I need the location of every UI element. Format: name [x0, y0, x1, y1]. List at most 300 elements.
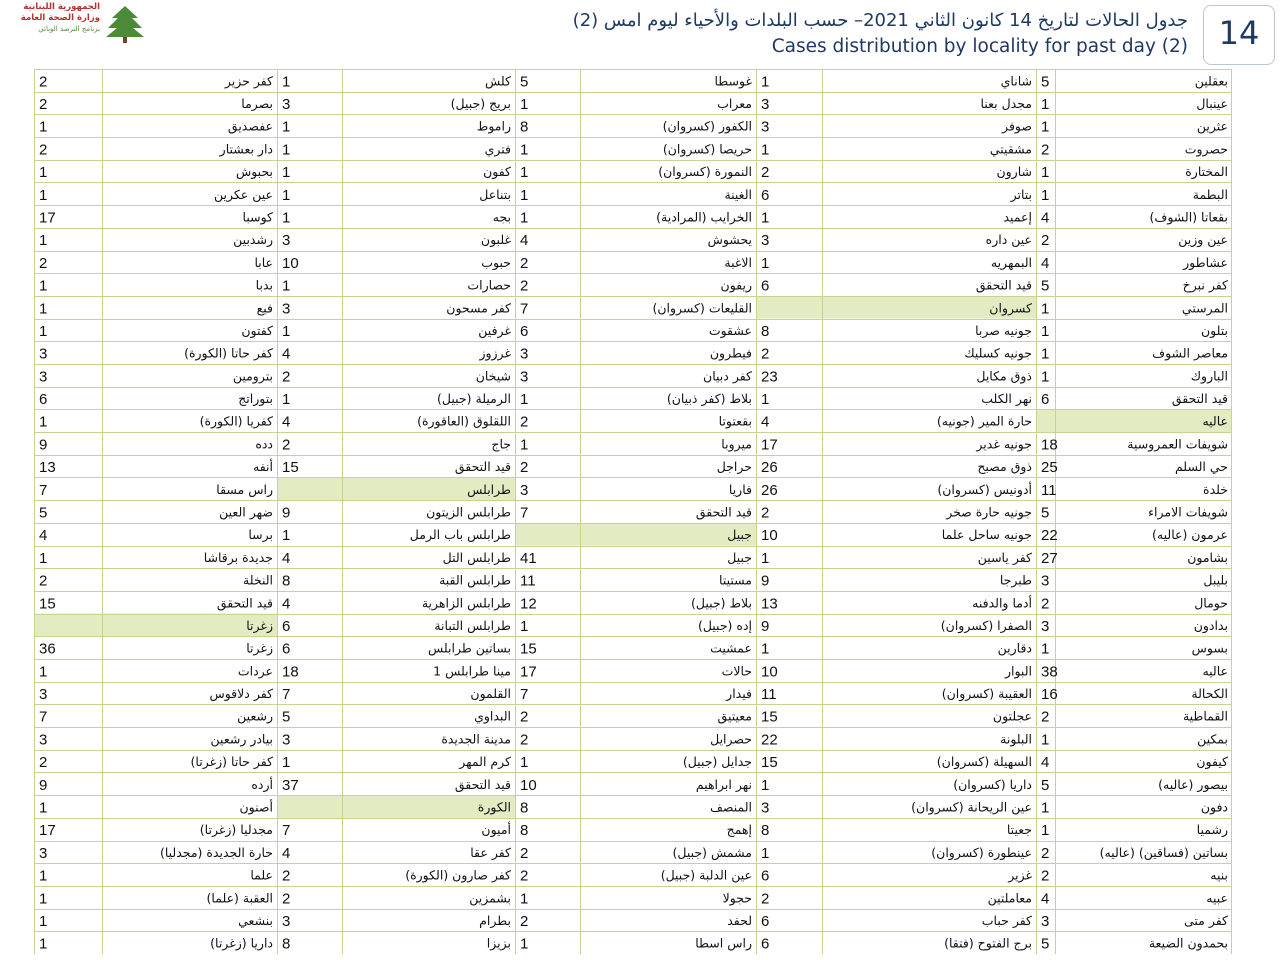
case-count: 3 [39, 844, 48, 862]
case-count: 2 [1041, 232, 1050, 250]
locality-name: الاغبة [724, 254, 752, 270]
case-count: 10 [282, 254, 299, 272]
locality-name: كوسبا [242, 209, 273, 225]
locality-name: رشدبين [233, 232, 273, 248]
case-count: 1 [39, 322, 48, 340]
locality-name: راموط [476, 118, 511, 134]
locality-name: شارون [996, 164, 1032, 180]
case-count: 27 [1041, 549, 1058, 567]
case-count: 2 [1041, 867, 1050, 885]
locality-name: عرمون (عاليه) [1152, 527, 1228, 543]
case-count: 2 [282, 368, 291, 386]
case-count: 1 [1041, 96, 1050, 114]
locality-name: عينطورة (كسروان) [931, 844, 1032, 860]
locality-name: أصنون [239, 799, 273, 815]
locality-name: بنشعي [238, 912, 273, 928]
locality-name: بطرام [479, 912, 511, 928]
case-count: 1 [39, 413, 48, 431]
case-count: 1 [282, 754, 291, 772]
locality-name: يحشوش [707, 232, 752, 248]
locality-name: بقعتوتا [718, 413, 752, 429]
locality-name: بلاط (كفر ذبيان) [666, 391, 752, 407]
case-count: 6 [39, 391, 48, 409]
case-count: 8 [282, 572, 291, 590]
locality-name: إهمج [726, 822, 752, 838]
locality-name: قيد التحقق [975, 277, 1032, 293]
case-count: 1 [39, 186, 48, 204]
case-count: 17 [761, 436, 778, 454]
case-count: 2 [520, 912, 529, 930]
locality-name: عشقوت [708, 322, 752, 338]
locality-name: عفصديق [227, 118, 273, 134]
locality-name: جونيه صربا [975, 322, 1032, 338]
case-count: 16 [1041, 686, 1058, 704]
case-count: 1 [761, 209, 770, 227]
locality-name: قيد التحقق [454, 776, 511, 792]
case-count: 2 [1041, 595, 1050, 613]
case-count: 1 [1041, 300, 1050, 318]
locality-name: حصروت [1184, 141, 1228, 157]
locality-name: بريج (جبيل) [450, 96, 511, 112]
locality-name: كفر حباب [981, 912, 1032, 928]
locality-name: عثرين [1196, 118, 1228, 134]
case-count: 1 [282, 186, 291, 204]
case-count: 2 [520, 708, 529, 726]
locality-name: البوار [1004, 663, 1032, 679]
locality-name: ضهر العين [219, 504, 273, 520]
locality-name: معاصر الشوف [1152, 345, 1228, 361]
case-count: 2 [761, 890, 770, 908]
locality-name: طرابلس الزاهرية [421, 595, 511, 611]
locality-name: الصفرا (كسروان) [940, 617, 1032, 633]
locality-name: القليعات (كسروان) [652, 300, 752, 316]
locality-name: السهيلة (كسروان) [936, 754, 1032, 770]
case-count: 3 [761, 118, 770, 136]
case-count: 3 [282, 731, 291, 749]
locality-name: بترومين [232, 368, 273, 384]
case-count: 7 [520, 300, 529, 318]
locality-name: معيتيق [717, 708, 752, 724]
case-count: 1 [1041, 118, 1050, 136]
case-count: 8 [282, 935, 291, 953]
case-count: 5 [282, 708, 291, 726]
case-count: 1 [282, 118, 291, 136]
case-count: 1 [1041, 368, 1050, 386]
locality-name: بتلون [1200, 322, 1228, 338]
case-count: 10 [761, 663, 778, 681]
case-count: 9 [282, 504, 291, 522]
case-count: 2 [761, 164, 770, 182]
locality-name: بدبا [255, 277, 273, 293]
case-count: 2 [520, 844, 529, 862]
locality-name: معراب [717, 96, 752, 112]
locality-name: جعيتا [1006, 822, 1032, 838]
case-count: 3 [520, 345, 529, 363]
locality-name: مجدل بعنا [980, 96, 1032, 112]
case-count: 1 [520, 391, 529, 409]
case-count: 7 [520, 686, 529, 704]
locality-name: بقعاتا (الشوف) [1149, 209, 1228, 225]
locality-name: مستيتا [719, 572, 752, 588]
locality-name: عين الريحانة (كسروان) [911, 799, 1032, 815]
case-count: 3 [520, 368, 529, 386]
case-count: 2 [39, 754, 48, 772]
locality-name: راس اسطا [695, 935, 752, 951]
case-count: 6 [1041, 391, 1050, 409]
locality-name: عينبال [1196, 96, 1228, 112]
locality-name: بحمدون الضيعة [1148, 935, 1228, 951]
locality-name: عمشيت [710, 640, 752, 656]
case-count: 41 [520, 549, 537, 567]
locality-name: بشمزين [469, 890, 511, 906]
case-count: 2 [39, 73, 48, 91]
case-count: 4 [282, 595, 291, 613]
locality-name: طرابلس الزيتون [426, 504, 511, 520]
case-count: 7 [39, 481, 48, 499]
locality-name: حارة الجديدة (مجدليا) [159, 844, 273, 860]
page-number: 14 [1218, 14, 1260, 52]
case-count: 3 [282, 300, 291, 318]
case-count: 15 [39, 595, 56, 613]
case-count: 2 [520, 867, 529, 885]
case-count: 2 [282, 890, 291, 908]
case-count: 25 [1041, 459, 1058, 477]
case-count: 1 [520, 935, 529, 953]
case-count: 3 [761, 799, 770, 817]
case-count: 1 [39, 549, 48, 567]
locality-name: الغينة [724, 186, 752, 202]
case-count: 2 [282, 436, 291, 454]
locality-name: الكورة [477, 799, 511, 815]
locality-name: فاريا [728, 481, 752, 497]
locality-name: عاليه [1202, 663, 1228, 679]
locality-name: الكحالة [1191, 686, 1228, 702]
case-count: 13 [761, 595, 778, 613]
case-count: 1 [1041, 731, 1050, 749]
locality-name: حالات [721, 663, 752, 679]
locality-name: القماطية [1182, 708, 1228, 724]
case-count: 1 [1041, 799, 1050, 817]
case-count: 9 [761, 617, 770, 635]
locality-name: داريا (زغرتا) [210, 935, 273, 951]
case-count: 1 [520, 209, 529, 227]
locality-name: راس مسقا [216, 481, 273, 497]
locality-name: عين عكرين [214, 186, 273, 202]
case-count: 23 [761, 368, 778, 386]
case-count: 2 [39, 572, 48, 590]
case-count: 4 [39, 527, 48, 545]
logo-line-republic: الجمهورية اللبنانية [23, 2, 100, 12]
locality-name: المختارة [1185, 164, 1228, 180]
case-count: 4 [282, 413, 291, 431]
locality-name: طرابلس باب الرمل [409, 527, 511, 543]
locality-name: مجدليا (زغرتا) [199, 822, 273, 838]
case-count: 1 [761, 73, 770, 91]
locality-name: حبوب [481, 254, 511, 270]
locality-name: بتاتر [1010, 186, 1032, 202]
case-count: 5 [1041, 504, 1050, 522]
case-count: 9 [761, 572, 770, 590]
locality-name: دفون [1200, 799, 1228, 815]
locality-name: بساتين طرابلس [427, 640, 511, 656]
case-count: 5 [1041, 935, 1050, 953]
case-count: 4 [1041, 890, 1050, 908]
case-count: 1 [520, 617, 529, 635]
case-count: 2 [282, 867, 291, 885]
logo-line-program: برنامج الترصد الوبائي [38, 25, 100, 33]
locality-name: كفر حزير [224, 73, 273, 89]
locality-name: جونيه ساحل علما [941, 527, 1032, 543]
case-count: 1 [1041, 640, 1050, 658]
case-count: 2 [39, 96, 48, 114]
locality-name: عين داره [985, 232, 1032, 248]
case-count: 10 [520, 776, 537, 794]
case-count: 1 [1041, 186, 1050, 204]
locality-name: ذوق مكايل [976, 368, 1032, 384]
case-count: 8 [520, 118, 529, 136]
case-count: 1 [761, 844, 770, 862]
case-count: 6 [761, 277, 770, 295]
case-count: 11 [520, 572, 536, 590]
case-count: 1 [520, 186, 529, 204]
locality-name: الرميلة (جبيل) [437, 391, 511, 407]
locality-name: جاج [491, 436, 511, 452]
locality-name: قيد التحقق [1171, 391, 1228, 407]
case-count: 6 [761, 186, 770, 204]
locality-name: كفتون [241, 322, 273, 338]
case-count: 17 [39, 209, 56, 227]
locality-name: حصارات [467, 277, 511, 293]
locality-name: الباروك [1190, 368, 1228, 384]
case-count: 8 [761, 322, 770, 340]
case-count: 11 [761, 686, 777, 704]
title-arabic: جدول الحالات لتاريخ 14 كانون الثاني 2021– حسب البلدات والأحياء ليوم امس (2) [572, 10, 1188, 31]
case-count: 2 [1041, 141, 1050, 159]
case-count: 1 [282, 277, 291, 295]
ministry-logo [8, 2, 148, 46]
locality-name: طرابلس التل [442, 549, 511, 565]
locality-name: مشقيتي [989, 141, 1032, 157]
case-count: 1 [761, 391, 770, 409]
locality-name: أدونيس (كسروان) [937, 481, 1032, 497]
case-count: 12 [520, 595, 537, 613]
locality-name: شيخان [475, 368, 511, 384]
case-count: 1 [39, 935, 48, 953]
case-count: 38 [1041, 663, 1058, 681]
case-count: 1 [39, 867, 48, 885]
case-count: 2 [761, 345, 770, 363]
locality-name: النخلة [243, 572, 273, 588]
case-count: 1 [1041, 322, 1050, 340]
locality-name: حريصا (كسروان) [662, 141, 752, 157]
case-count: 5 [1041, 776, 1050, 794]
case-count: 1 [282, 164, 291, 182]
locality-name: دده [255, 436, 273, 452]
case-count: 3 [39, 368, 48, 386]
locality-name: بدادون [1193, 617, 1228, 633]
case-count: 8 [520, 822, 529, 840]
locality-name: أنفه [253, 459, 273, 475]
case-count: 2 [520, 731, 529, 749]
locality-name: برج الفتوح (فتقا) [944, 935, 1032, 951]
case-count: 4 [282, 844, 291, 862]
locality-name: الكفور (كسروان) [662, 118, 752, 134]
case-count: 18 [1041, 436, 1058, 454]
locality-name: بحبوش [235, 164, 273, 180]
locality-name: اللقلوق (العاقورة) [417, 413, 511, 429]
page-number-box [1203, 5, 1275, 65]
case-count: 4 [761, 413, 770, 431]
case-count: 11 [1041, 481, 1057, 499]
case-count: 4 [282, 549, 291, 567]
locality-name: غلبون [480, 232, 511, 248]
locality-name: العقيبة (كسروان) [941, 686, 1032, 702]
case-count: 4 [1041, 254, 1050, 272]
case-count: 2 [39, 254, 48, 272]
locality-name: دار بعشتار [219, 141, 273, 157]
case-count: 1 [282, 391, 291, 409]
locality-name: طبرجا [999, 572, 1032, 588]
case-count: 1 [39, 164, 48, 182]
locality-name: كفر ياسين [977, 549, 1032, 565]
locality-name: دقارين [997, 640, 1032, 656]
locality-name: كفون [483, 164, 511, 180]
locality-name: كفر دبيان [703, 368, 752, 384]
locality-name: زغرتا [246, 640, 273, 656]
case-count: 1 [520, 436, 529, 454]
case-count: 1 [282, 73, 291, 91]
locality-name: البلونة [1000, 731, 1032, 747]
case-count: 18 [282, 663, 299, 681]
case-count: 8 [761, 822, 770, 840]
cases-table-grid [34, 69, 1232, 954]
locality-name: جديدة برقاشا [203, 549, 273, 565]
case-count: 37 [282, 776, 299, 794]
case-count: 4 [1041, 754, 1050, 772]
locality-name: كلش [484, 73, 511, 89]
case-count: 2 [1041, 844, 1050, 862]
case-count: 1 [39, 232, 48, 250]
locality-name: البطمة [1192, 186, 1228, 202]
locality-name: بتناعل [479, 186, 511, 202]
case-count: 4 [282, 345, 291, 363]
locality-name: العقبة (علما) [206, 890, 273, 906]
locality-name: عين الدلبة (جبيل) [660, 867, 752, 883]
locality-name: قيد التحقق [454, 459, 511, 475]
case-count: 6 [282, 640, 291, 658]
locality-name: البمهريه [990, 254, 1032, 270]
locality-name: طرابلس التبانة [434, 617, 511, 633]
case-count: 1 [1041, 164, 1050, 182]
locality-name: عبيه [1206, 890, 1228, 906]
locality-name: نهر ابراهيم [695, 776, 752, 792]
locality-name: القلمون [470, 686, 511, 702]
locality-name: كفر مسحون [446, 300, 511, 316]
locality-name: إعميد [1003, 209, 1032, 225]
case-count: 2 [761, 504, 770, 522]
locality-name: قيد التحقق [216, 595, 273, 611]
locality-name: برسا [248, 527, 273, 543]
case-count: 1 [39, 912, 48, 930]
locality-name: ذوق مصبح [977, 459, 1032, 475]
case-count: 3 [761, 232, 770, 250]
locality-name: حارة المير (جونيه) [936, 413, 1032, 429]
locality-name: جونيه حارة صخر [946, 504, 1032, 520]
case-count: 36 [39, 640, 56, 658]
locality-name: عاليه [1202, 413, 1228, 429]
locality-name: فيطرون [709, 345, 752, 361]
case-count: 5 [39, 504, 48, 522]
locality-name: معاملتين [987, 890, 1032, 906]
locality-name: عجلتون [992, 708, 1032, 724]
case-count: 1 [1041, 345, 1050, 363]
case-count: 22 [1041, 527, 1058, 545]
locality-name: بزيزا [486, 935, 511, 951]
case-count: 6 [761, 912, 770, 930]
case-count: 2 [39, 141, 48, 159]
case-count: 26 [761, 481, 778, 499]
case-count: 1 [761, 549, 770, 567]
locality-name: كفر صارون (الكورة) [405, 867, 511, 883]
locality-name: زغرتا [246, 617, 273, 633]
case-count: 3 [282, 912, 291, 930]
case-count: 3 [39, 345, 48, 363]
case-count: 17 [39, 822, 56, 840]
case-count: 2 [520, 254, 529, 272]
locality-name: عابا [254, 254, 273, 270]
locality-name: غزير [1008, 867, 1032, 883]
case-count: 15 [761, 708, 778, 726]
locality-name: طرابلس [467, 481, 511, 497]
case-count: 3 [1041, 617, 1050, 635]
case-count: 3 [1041, 912, 1050, 930]
case-count: 7 [520, 504, 529, 522]
case-count: 3 [520, 481, 529, 499]
case-count: 1 [520, 141, 529, 159]
case-count: 3 [282, 232, 291, 250]
case-count: 1 [282, 322, 291, 340]
locality-name: نهر الكلب [981, 391, 1032, 407]
case-count: 4 [520, 232, 529, 250]
case-count: 1 [39, 799, 48, 817]
logo-text [8, 2, 100, 34]
locality-name: رشميا [1196, 822, 1228, 838]
case-count: 7 [39, 708, 48, 726]
locality-name: شويفات العمروسية [1127, 436, 1228, 452]
case-count: 3 [39, 686, 48, 704]
locality-name: المنصف [709, 799, 752, 815]
case-count: 15 [520, 640, 537, 658]
locality-name: أرده [251, 776, 273, 792]
case-count: 13 [39, 459, 56, 477]
locality-name: كفر حاتا (زغرتا) [190, 754, 273, 770]
locality-name: جونيه كسليك [964, 345, 1032, 361]
locality-name: شاناي [1000, 73, 1032, 89]
locality-name: أميون [481, 822, 511, 838]
locality-name: بيصور (عاليه) [1158, 776, 1228, 792]
case-count: 1 [761, 141, 770, 159]
logo-line-ministry: وزارة الصحة العامة [20, 13, 100, 23]
case-count: 10 [761, 527, 778, 545]
locality-name: النمورة (كسروان) [658, 164, 752, 180]
title-english: Cases distribution by locality for past day (2) [771, 36, 1188, 57]
locality-name: مدينة الجديدة [441, 731, 511, 747]
case-count: 8 [520, 799, 529, 817]
locality-name: جونيه غدير [976, 436, 1032, 452]
locality-name: بجه [492, 209, 511, 225]
locality-name: بليبل [1203, 572, 1228, 588]
locality-name: شويفات الامراء [1148, 504, 1228, 520]
